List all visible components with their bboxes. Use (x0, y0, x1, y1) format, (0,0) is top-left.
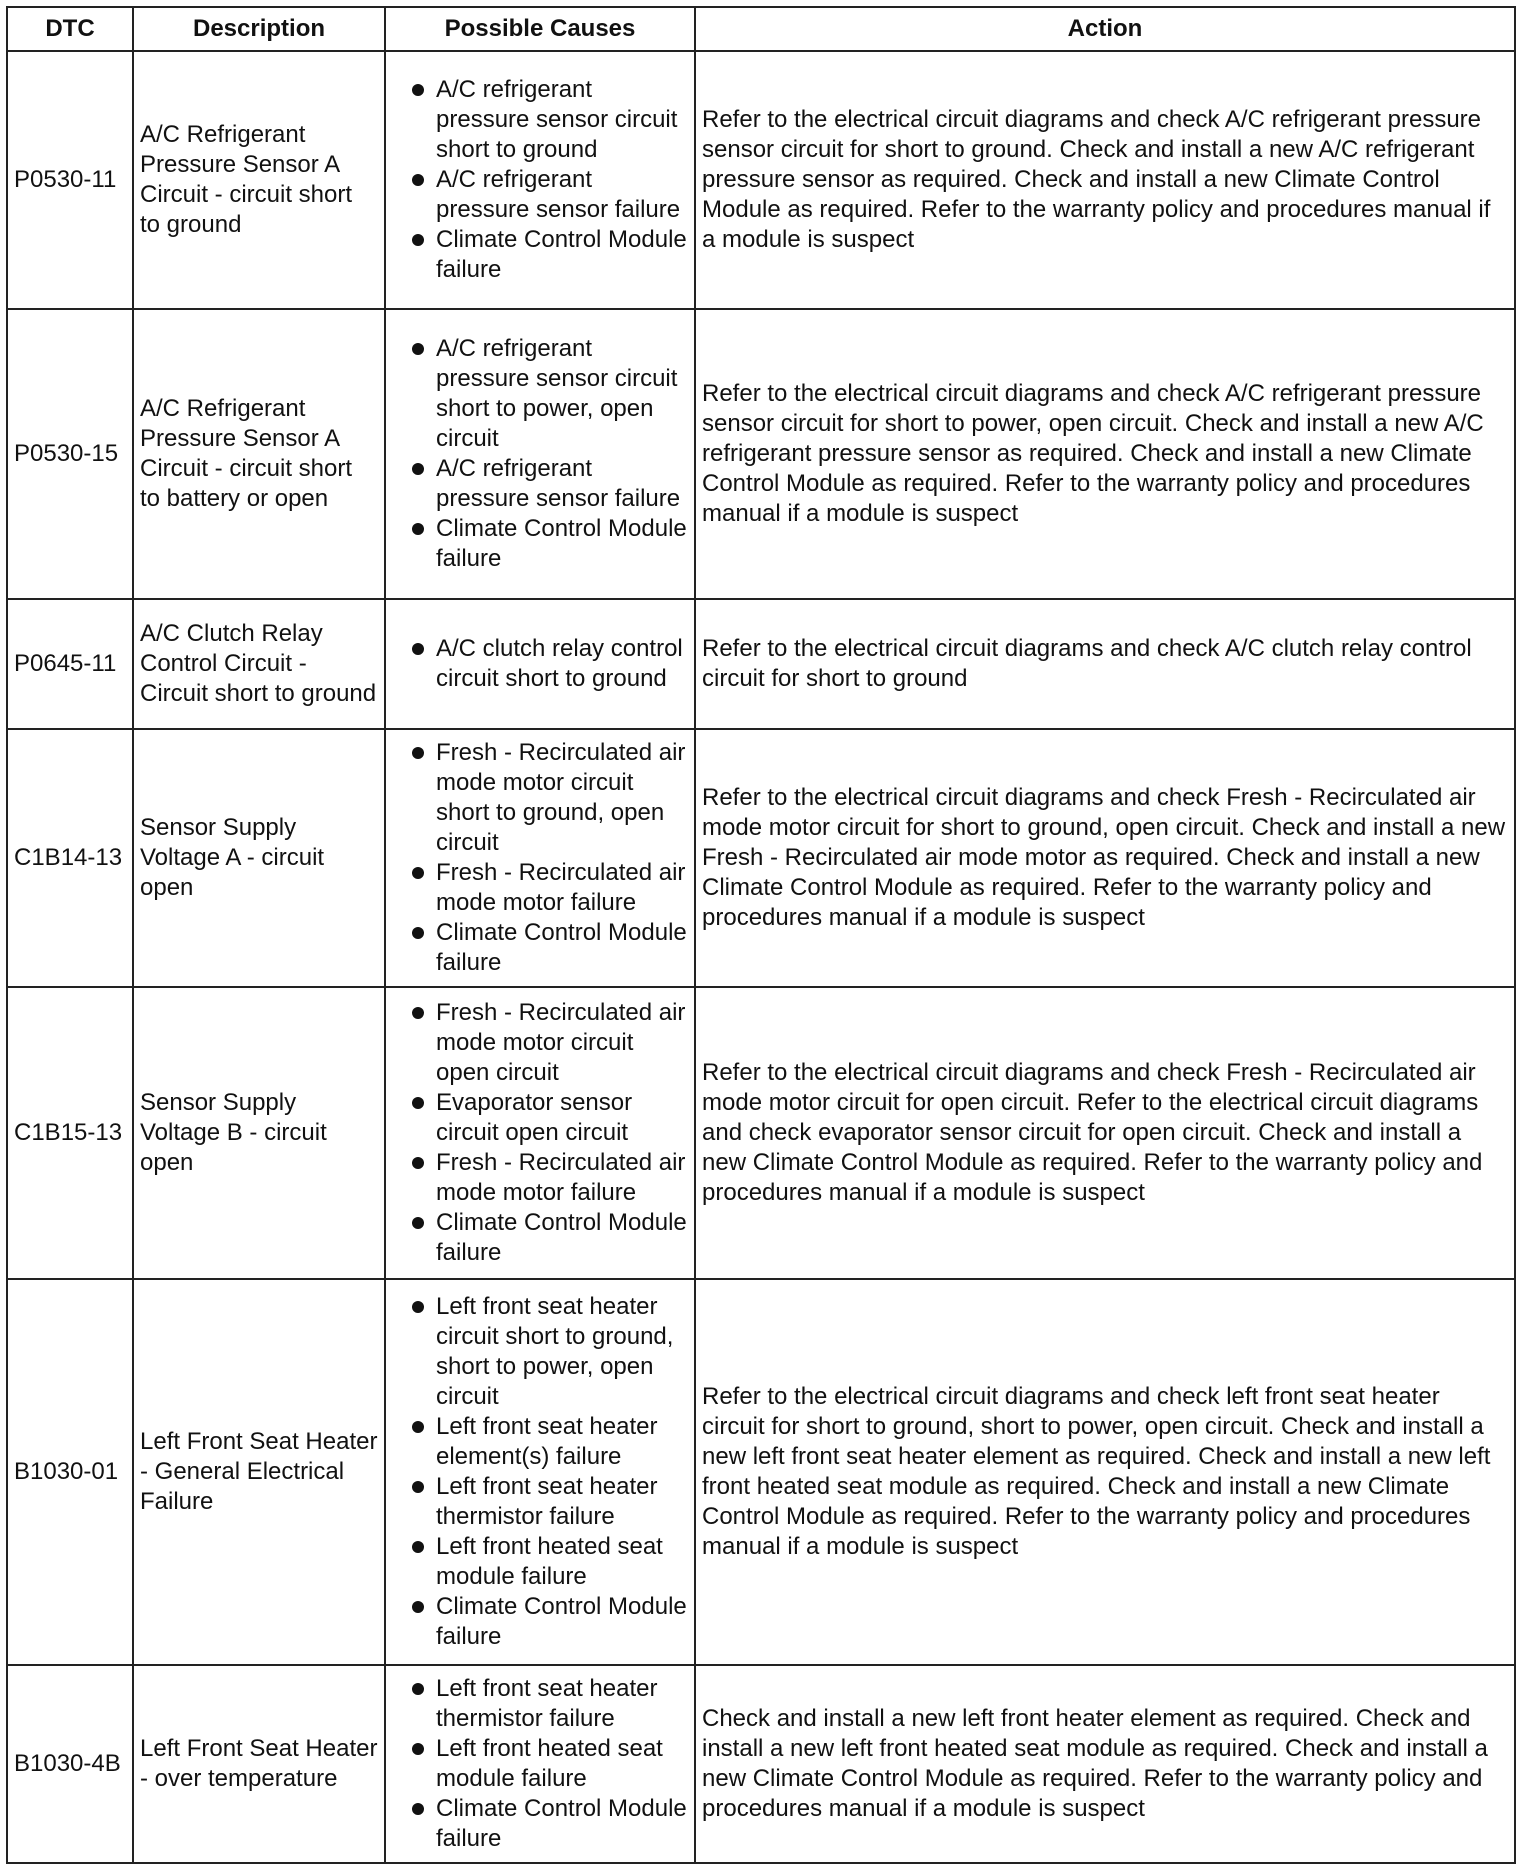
table-row (7, 1665, 1515, 1863)
table-row (7, 729, 1515, 987)
header-row (7, 7, 1515, 51)
cause-item: Climate Control Module failure (392, 918, 688, 978)
cause-item: Fresh - Recirculated air mode motor failure (392, 1148, 688, 1208)
table-row (7, 599, 1515, 729)
cause-item: Fresh - Recirculated air mode motor circuit short to ground, open circuit (392, 738, 688, 858)
dtc-action: Check and install a new left front heater element as required. Check and install a new left front heated seat module as required. Check and install a new Climate Control Module as required. Refer to the warranty policy and procedures manual if a module is suspect (695, 1665, 1515, 1863)
cause-item: Fresh - Recirculated air mode motor circuit open circuit (392, 998, 688, 1088)
cause-item: Climate Control Module failure (392, 1592, 688, 1652)
dtc-description: Left Front Seat Heater - over temperature (133, 1665, 385, 1863)
table-row (7, 987, 1515, 1279)
dtc-code: C1B14-13 (7, 729, 133, 987)
cause-item: Climate Control Module failure (392, 1794, 688, 1854)
cause-item: Left front seat heater circuit short to ground, short to power, open circuit (392, 1292, 688, 1412)
dtc-description: A/C Clutch Relay Control Circuit - Circuit short to ground (133, 599, 385, 729)
dtc-action: Refer to the electrical circuit diagrams and check left front seat heater circuit for short to ground, short to power, open circuit. Check and install a new left front seat heater element as required. Check and install a new left front heated seat module as required. Check and install a new Climate Control Module as required. Refer to the warranty policy and procedures manual if a module is suspect (695, 1279, 1515, 1665)
possible-causes (385, 599, 695, 729)
cause-item: Left front seat heater thermistor failure (392, 1674, 688, 1734)
table-row (7, 309, 1515, 599)
cause-item: Left front seat heater thermistor failure (392, 1472, 688, 1532)
table-row (7, 1279, 1515, 1665)
possible-causes (385, 1665, 695, 1863)
cause-item: A/C clutch relay control circuit short to ground (392, 634, 688, 694)
dtc-description: Sensor Supply Voltage B - circuit open (133, 987, 385, 1279)
cause-item: A/C refrigerant pressure sensor circuit short to ground (392, 75, 688, 165)
cause-item: A/C refrigerant pressure sensor failure (392, 454, 688, 514)
dtc-code: B1030-01 (7, 1279, 133, 1665)
header-action: Action (695, 7, 1515, 51)
dtc-code: P0645-11 (7, 599, 133, 729)
dtc-table (6, 6, 1516, 1864)
cause-item: Climate Control Module failure (392, 225, 688, 285)
header-possible-causes: Possible Causes (385, 7, 695, 51)
dtc-code: P0530-11 (7, 51, 133, 309)
possible-causes (385, 729, 695, 987)
table-row (7, 51, 1515, 309)
dtc-description: A/C Refrigerant Pressure Sensor A Circuit - circuit short to battery or open (133, 309, 385, 599)
cause-item: Climate Control Module failure (392, 514, 688, 574)
dtc-description: Sensor Supply Voltage A - circuit open (133, 729, 385, 987)
dtc-description: A/C Refrigerant Pressure Sensor A Circuit - circuit short to ground (133, 51, 385, 309)
cause-item: Climate Control Module failure (392, 1208, 688, 1268)
dtc-action: Refer to the electrical circuit diagrams and check A/C clutch relay control circuit for short to ground (695, 599, 1515, 729)
header-description: Description (133, 7, 385, 51)
dtc-description: Left Front Seat Heater - General Electrical Failure (133, 1279, 385, 1665)
possible-causes (385, 51, 695, 309)
header-dtc: DTC (7, 7, 133, 51)
possible-causes (385, 309, 695, 599)
dtc-action: Refer to the electrical circuit diagrams and check Fresh - Recirculated air mode motor circuit for short to ground, open circuit. Check and install a new Fresh - Recirculated air mode motor as required. Check and install a new Climate Control Module as required. Refer to the warranty policy and procedures manual if a module is suspect (695, 729, 1515, 987)
dtc-code: C1B15-13 (7, 987, 133, 1279)
cause-item: Evaporator sensor circuit open circuit (392, 1088, 688, 1148)
dtc-action: Refer to the electrical circuit diagrams and check A/C refrigerant pressure sensor circuit for short to ground. Check and install a new A/C refrigerant pressure sensor as required. Check and install a new Climate Control Module as required. Refer to the warranty policy and procedures manual if a module is suspect (695, 51, 1515, 309)
dtc-action: Refer to the electrical circuit diagrams and check Fresh - Recirculated air mode motor circuit for open circuit. Refer to the electrical circuit diagrams and check evaporator sensor circuit for open circuit. Check and install a new Climate Control Module as required. Refer to the warranty policy and procedures manual if a module is suspect (695, 987, 1515, 1279)
dtc-action: Refer to the electrical circuit diagrams and check A/C refrigerant pressure sensor circuit for short to power, open circuit. Check and install a new A/C refrigerant pressure sensor as required. Check and install a new Climate Control Module as required. Refer to the warranty policy and procedures manual if a module is suspect (695, 309, 1515, 599)
possible-causes (385, 1279, 695, 1665)
dtc-code: P0530-15 (7, 309, 133, 599)
possible-causes (385, 987, 695, 1279)
cause-item: A/C refrigerant pressure sensor circuit short to power, open circuit (392, 334, 688, 454)
cause-item: Left front heated seat module failure (392, 1734, 688, 1794)
cause-item: Fresh - Recirculated air mode motor failure (392, 858, 688, 918)
dtc-code: B1030-4B (7, 1665, 133, 1863)
cause-item: Left front seat heater element(s) failure (392, 1412, 688, 1472)
cause-item: Left front heated seat module failure (392, 1532, 688, 1592)
cause-item: A/C refrigerant pressure sensor failure (392, 165, 688, 225)
